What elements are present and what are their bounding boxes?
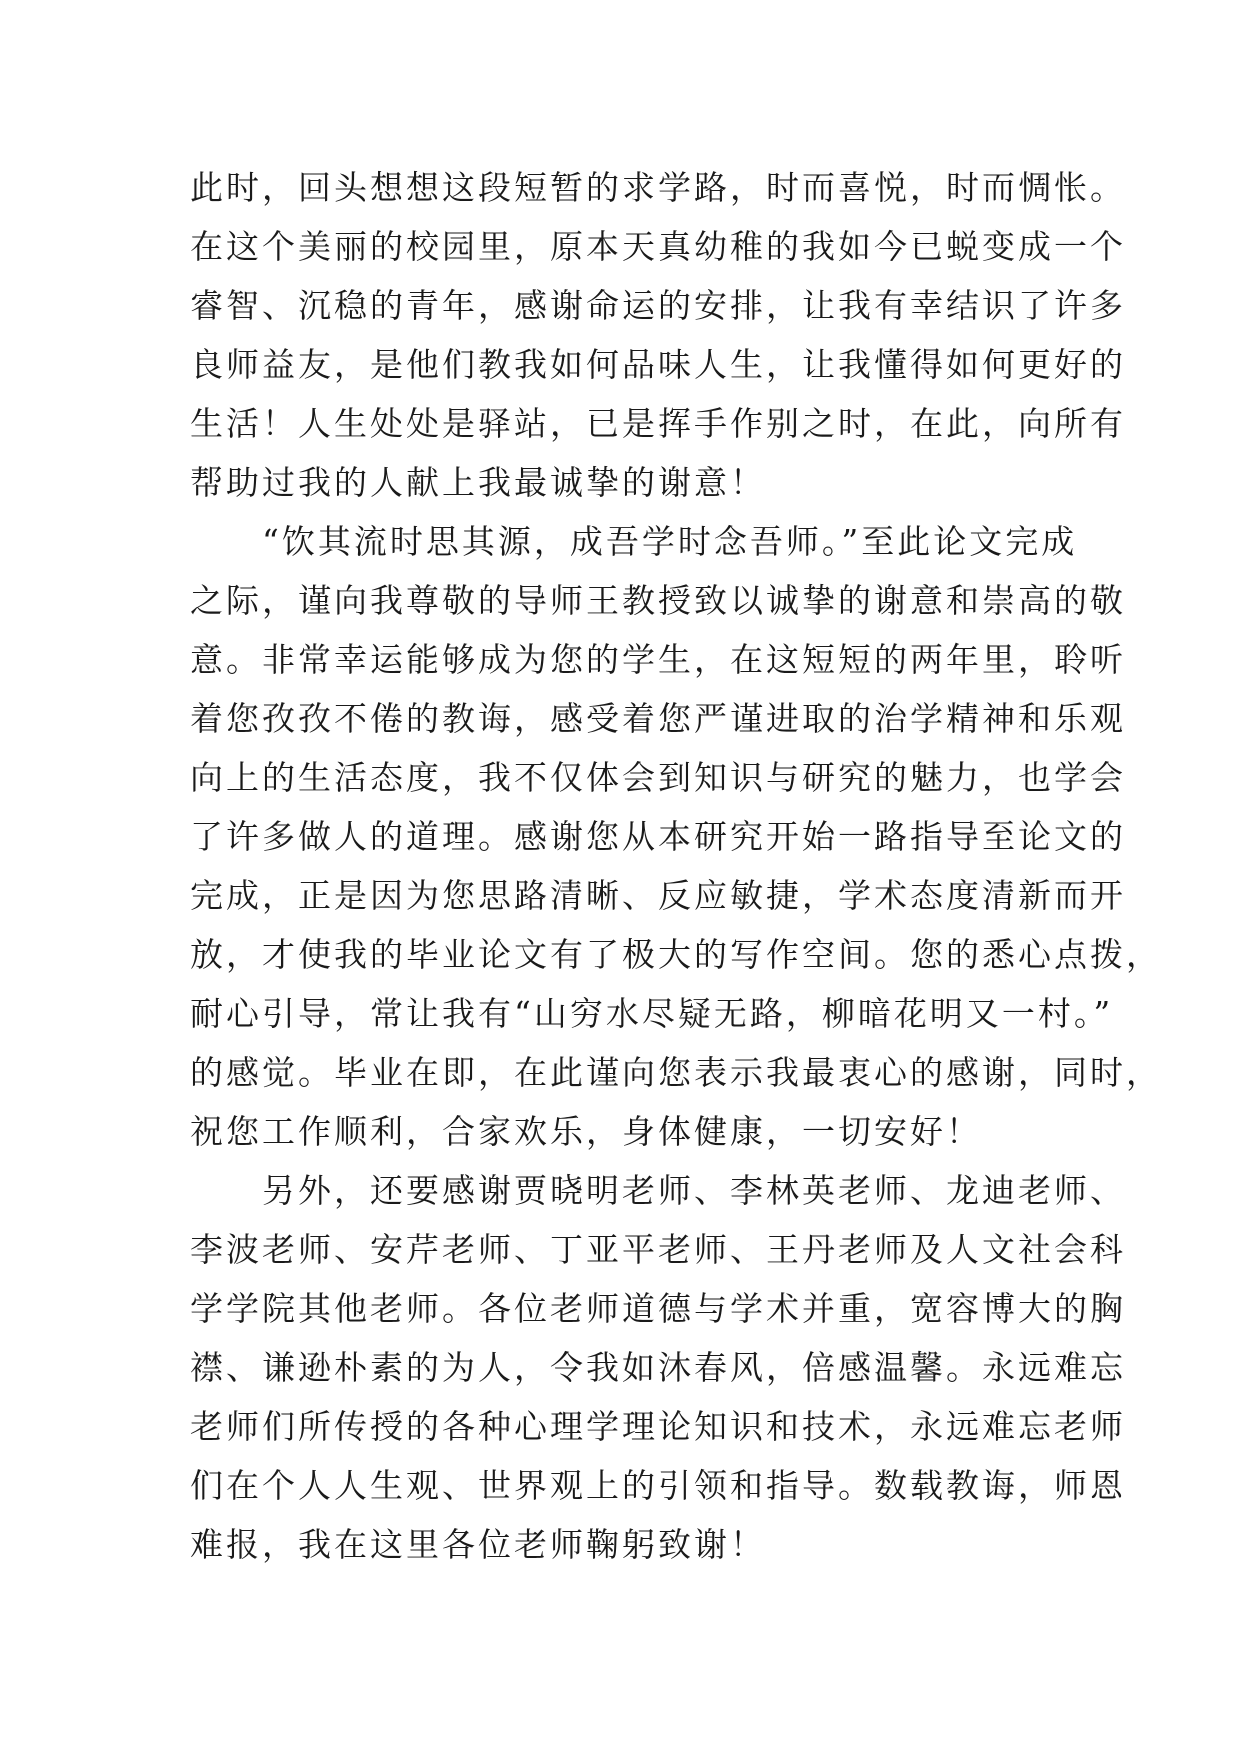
text-line: 的感觉。毕业在即，在此谨向您表示我最衷心的感谢，同时，	[190, 1053, 1162, 1092]
text-line: “饮其流时思其源，成吾学时念吾师。”至此论文完成	[262, 522, 1078, 561]
text-line: 学学院其他老师。各位老师道德与学术并重，宽容博大的胸	[190, 1289, 1126, 1328]
text-line: 李波老师、安芹老师、丁亚平老师、王丹老师及人文社会科	[190, 1230, 1126, 1269]
text-line: 生活！人生处处是驿站，已是挥手作别之时，在此，向所有	[190, 404, 1126, 443]
text-line: 老师们所传授的各种心理学理论知识和技术，永远难忘老师	[190, 1407, 1126, 1446]
text-line: 此时，回头想想这段短暂的求学路，时而喜悦，时而惆怅。	[190, 168, 1126, 207]
text-line: 襟、谦逊朴素的为人，令我如沐春风，倍感温馨。永远难忘	[190, 1348, 1126, 1387]
text-line: 之际，谨向我尊敬的导师王教授致以诚挚的谢意和崇高的敬	[190, 581, 1126, 620]
text-line: 良师益友，是他们教我如何品味人生，让我懂得如何更好的	[190, 345, 1126, 384]
text-line: 着您孜孜不倦的教诲，感受着您严谨进取的治学精神和乐观	[190, 699, 1126, 738]
text-line: 们在个人人生观、世界观上的引领和指导。数载教诲，师恩	[190, 1466, 1126, 1505]
text-line: 帮助过我的人献上我最诚挚的谢意！	[190, 463, 766, 502]
text-line: 完成，正是因为您思路清晰、反应敏捷，学术态度清新而开	[190, 876, 1126, 915]
text-line: 了许多做人的道理。感谢您从本研究开始一路指导至论文的	[190, 817, 1126, 856]
text-line: 睿智、沉稳的青年，感谢命运的安排，让我有幸结识了许多	[190, 286, 1126, 325]
paragraph-3	[190, 1161, 1126, 1574]
text-line: 另外，还要感谢贾晓明老师、李林英老师、龙迪老师、	[262, 1171, 1126, 1210]
text-line: 在这个美丽的校园里，原本天真幼稚的我如今已蜕变成一个	[190, 227, 1126, 266]
text-line: 祝您工作顺利，合家欢乐，身体健康，一切安好！	[190, 1112, 982, 1151]
text-line: 难报，我在这里各位老师鞠躬致谢！	[190, 1525, 766, 1564]
acknowledgement-body	[190, 158, 1162, 1574]
paragraph-2	[190, 512, 1162, 1161]
text-line: 意。非常幸运能够成为您的学生，在这短短的两年里，聆听	[190, 640, 1126, 679]
paragraph-1	[190, 158, 1126, 512]
text-line: 放，才使我的毕业论文有了极大的写作空间。您的悉心点拨，	[190, 935, 1162, 974]
text-line: 向上的生活态度，我不仅体会到知识与研究的魅力，也学会	[190, 758, 1126, 797]
text-line: 耐心引导，常让我有“山穷水尽疑无路，柳暗花明又一村。”	[190, 994, 1114, 1033]
